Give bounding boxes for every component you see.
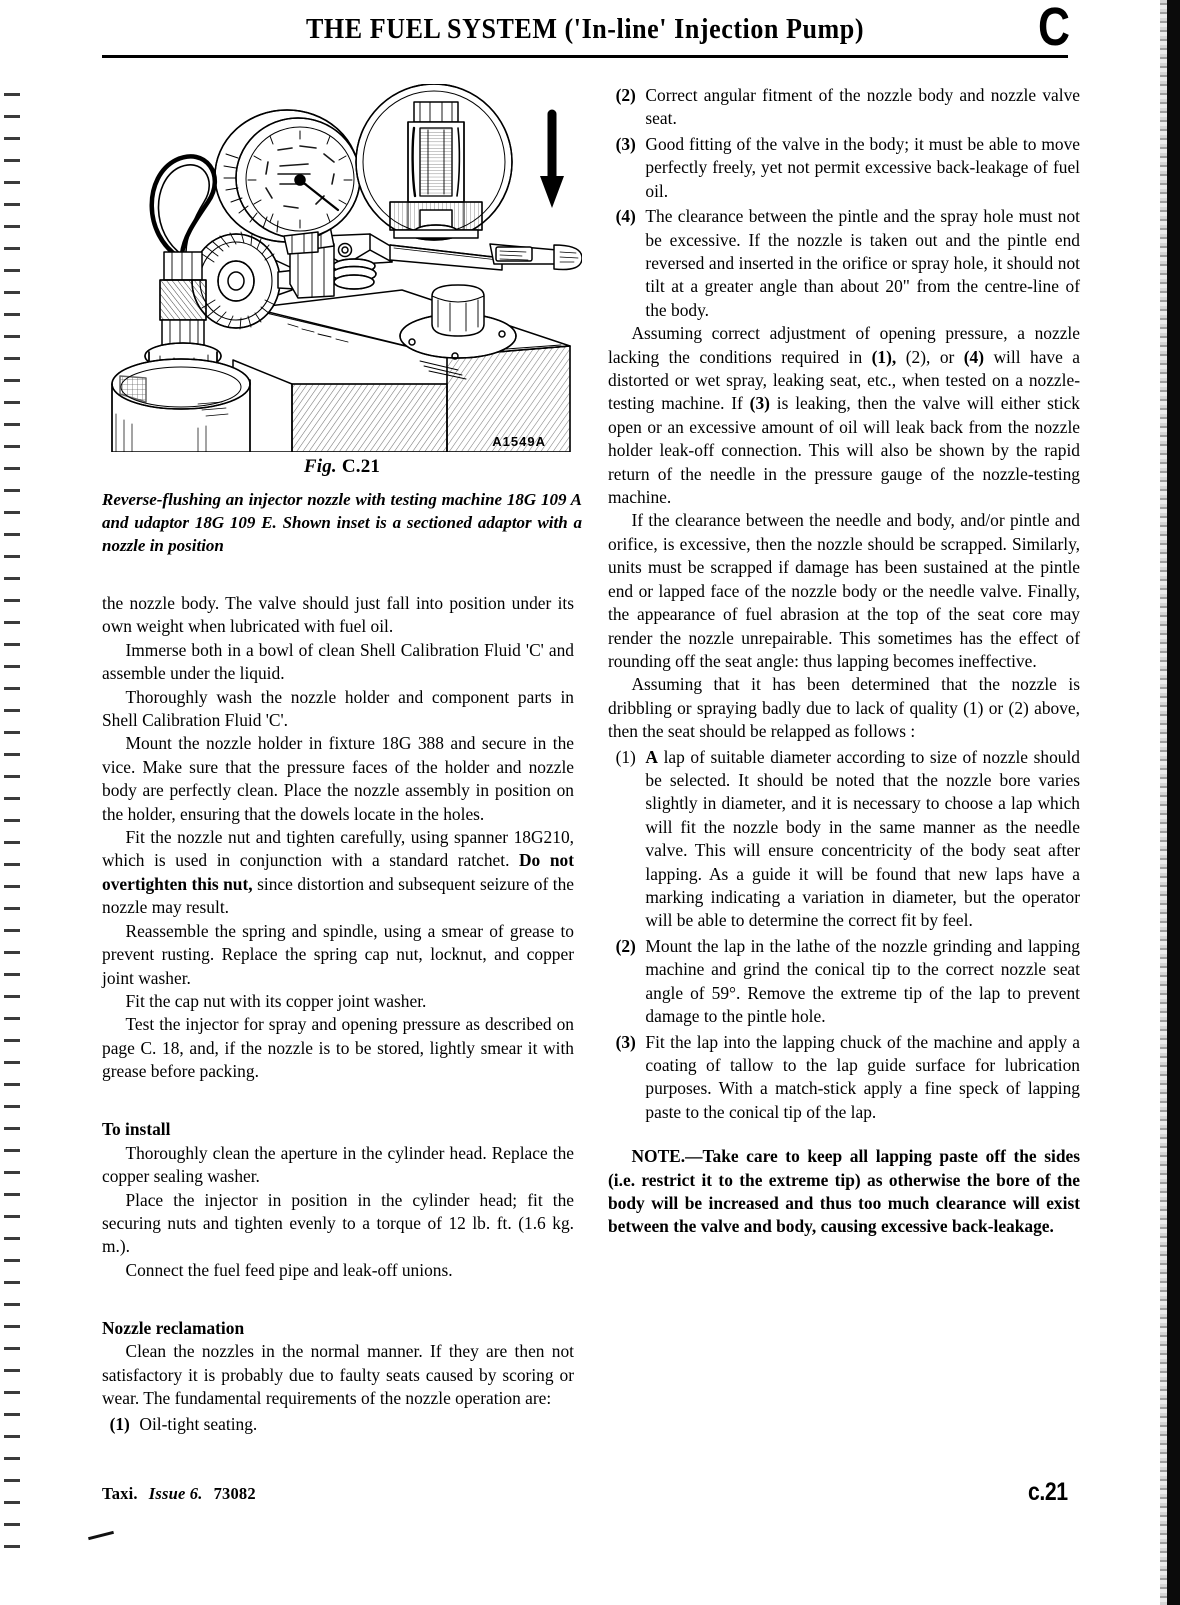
assuming-text-c: (2), or [896, 346, 964, 367]
list-item-bold-lead: A [645, 746, 658, 767]
figure-block [102, 84, 582, 557]
list-item-text: Fit the lap into the lapping chuck of the machine and apply a coating of tallow to the lap guide surface for lubrication purposes. With a match-stick apply a fine speck of lapping paste to the conical tip of the lap. [645, 1031, 1080, 1122]
header-rule [102, 55, 1068, 58]
footer-manual: Taxi. [102, 1484, 138, 1503]
nozzle-test-machine-drawing [102, 84, 582, 452]
spacer [102, 1084, 574, 1101]
scan-edge-shadow [1167, 0, 1180, 1605]
paragraph-clearance-scrapped: If the clearance between the needle and body, and/or pintle and orifice, is excessive, then the nozzle should be scrapped. Similarly, units must be scrapped if damage has been sustained at the pintle end or lapped face of the nozzle body or the needle valve. Finally, the appearance of fuel abrasion at the top of the seat core may render the nozzle unrepairable. This sometimes has the effect of rounding off the seat angle: thus lapping becomes ineffective. [608, 510, 1080, 671]
nut-warning-bold: Do not overtighten this nut, [102, 850, 574, 894]
spacer [102, 1282, 574, 1299]
scan-edge-noise [1160, 0, 1167, 1605]
list-item-text: Correct angular fitment of the nozzle body and nozzle valve seat. [645, 85, 1080, 129]
list-item-text: The clearance between the pintle and the spray hole must not be excessive. If the nozzle is taken out and the pintle end reversed and inserted in the orifice or spray hole, it should not tilt at a greater angle than about 20" from the centre-line of the body. [645, 206, 1080, 320]
assuming-text-a: Assuming correct adjustment of opening pressure, a nozzle lacking the conditions required in [608, 323, 1080, 367]
paragraph-nozzle-nut [102, 826, 574, 920]
footer-code: 73082 [213, 1484, 256, 1503]
nut-text-a: Fit the nozzle nut and tighten carefully, using spanner 18G210, which is used in conjunction with a standard ratchet. [102, 827, 574, 871]
note-block: NOTE.—Take care to keep all lapping paste off the sides (i.e. restrict it to the extreme tip) as otherwise the bore of the body will be increased and thus too much clearance will exist between the valve and body, causing excessive back-leakage. [608, 1146, 1080, 1237]
ref-1: (1), [871, 346, 897, 367]
nut-text-b: since distortion and subsequent seizure of the nozzle may result. [102, 873, 574, 918]
paragraph-assuming-correct-adjustment [608, 322, 1080, 509]
list-item-relap-2 [608, 935, 1080, 1029]
paragraph-wash: Thoroughly wash the nozzle holder and component parts in Shell Calibration Fluid 'C'. [102, 686, 574, 731]
right-column [608, 84, 1080, 1239]
list-item-text: Mount the lap in the lathe of the nozzle grinding and lapping machine and grind the conical tip to the correct nozzle seat angle of 59°. Remove the extreme tip of the lap to prevent damage to the pintle hole. [645, 935, 1080, 1027]
list-item-number: (3) [615, 133, 636, 154]
figure-number-value: C.21 [341, 456, 381, 477]
paragraph-valve-fall: the nozzle body. The valve should just fall into position under its own weight when lubricated with fuel oil. [102, 593, 574, 637]
list-item-number: (1) [109, 1413, 130, 1434]
page-header [102, 0, 1070, 58]
paragraph-relap-intro: Assuming that it has been determined that the nozzle is dribbling or spraying badly due to lack of quality (1) or (2) above, then the seat should be relapped as follows : [608, 674, 1080, 742]
list-item-requirement-3 [608, 133, 1080, 203]
list-item-requirement-4 [608, 205, 1080, 322]
figure-number [102, 456, 582, 478]
footer-issue: Issue 6. [148, 1484, 203, 1503]
scan-corner-mark [88, 1531, 114, 1540]
paragraph-immerse: Immerse both in a bowl of clean Shell Calibration Fluid 'C' and assemble under the liquid. [102, 639, 574, 684]
figure-number-label: Fig. [303, 456, 337, 477]
paragraph-connect-pipe: Connect the fuel feed pipe and leak-off unions. [125, 1259, 453, 1280]
page-title: THE FUEL SYSTEM ('In-line' Injection Pump) [305, 14, 865, 45]
section-letter: C [1038, 0, 1070, 57]
list-item-requirement-2 [608, 84, 1080, 131]
paragraph-test-injector: Test the injector for spray and opening pressure as described on page C. 18, and, if the nozzle is to be stored, lightly smear it with grease before packing. [102, 1014, 574, 1082]
ref-3: (3) [749, 393, 770, 414]
paragraph-mount-holder: Mount the nozzle holder in fixture 18G 388 and secure in the vice. Make sure that the pressure faces of the holder and nozzle body are perfectly clean. Place the nozzle assembly in position on the holder, ensuring that the dowels locate in the holes. [102, 733, 574, 824]
list-item-relap-3 [608, 1031, 1080, 1125]
figure-illustration [102, 84, 582, 452]
list-item-text: Oil-tight seating. [139, 1413, 258, 1434]
paragraph-clean-nozzles: Clean the nozzles in the normal manner. If they are then not satisfactory it is probably due to faulty seats caused by scoring or wear. The fundamental requirements of the nozzle operation are: [102, 1341, 574, 1409]
figure-caption: Reverse-flushing an injector nozzle with testing machine 18G 109 A and udaptor 18G 109 E. Shown inset is a sectioned adaptor with a nozzle in position [102, 490, 582, 555]
list-item-text: Good fitting of the valve in the body; it must be able to move perfectly freely, yet not permit excessive back-leakage of fuel oil. [645, 133, 1080, 201]
paragraph-clean-aperture: Thoroughly clean the aperture in the cylinder head. Replace the copper sealing washer. [102, 1142, 574, 1187]
page-number: c.21 [1028, 1478, 1068, 1506]
paragraph-cap-nut: Fit the cap nut with its copper joint washer. [125, 990, 427, 1011]
list-item-text [645, 746, 1080, 933]
assuming-text-e: is leaking, then the valve will either stick open or an excessive amount of oil will leak back from the nozzle holder leak-off connection. This will also be shown by the rapid return of the needle in the pressure gauge of the nozzle-testing machine. [608, 393, 1080, 508]
heading-nozzle-reclamation: Nozzle reclamation [102, 1317, 245, 1338]
binding-speckle-margin [4, 84, 20, 1564]
list-item-body: lap of suitable diameter according to size of nozzle should be selected. It should be noted that the nozzle bore varies slightly in diameter, and it is necessary to choose a lap which will fit the nozzle body in the same manner as the needle valve. This will ensure concentricity of the body seat after lapping. As a guide it will be found that new laps have a marking indicating a variation in diameter, but the operator will be able to determine the correct fit by feel. [645, 746, 1080, 931]
ref-4: (4) [963, 346, 985, 367]
list-item-number: (2) [615, 85, 636, 105]
list-item-number: (3) [615, 1031, 636, 1052]
list-item-number: (1) [615, 746, 636, 767]
figure-drawing-ref: A1549A [492, 434, 546, 449]
list-item-requirement-1 [102, 1413, 574, 1436]
list-item-relap-1 [608, 746, 1080, 933]
footer-left [102, 1484, 256, 1504]
left-column [102, 592, 574, 1436]
list-item-number: (2) [615, 935, 636, 956]
list-item-number: (4) [615, 206, 636, 227]
paragraph-place-injector: Place the injector in position in the cylinder head; fit the securing nuts and tighten evenly to a torque of 12 lb. ft. (1.6 kg. m.). [102, 1189, 574, 1257]
heading-to-install: To install [102, 1119, 171, 1140]
assuming-text-d: will have a distorted or wet spray, leaking seat, etc., when tested on a nozzle-testing machine. If [608, 346, 1081, 414]
paragraph-reassemble: Reassemble the spring and spindle, using a smear of grease to prevent rusting. Replace the spring cap nut, locknut, and copper joint washer. [102, 920, 574, 988]
